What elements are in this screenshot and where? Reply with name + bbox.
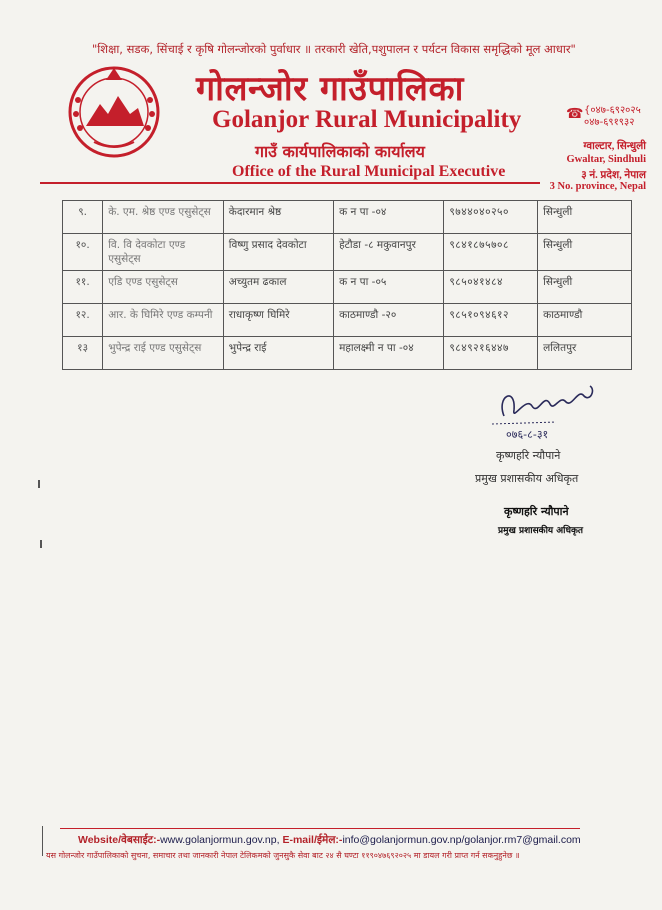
stamp-title: प्रमुख प्रशासकीय अधिकृत xyxy=(498,526,584,536)
serial-number: १३ xyxy=(63,337,103,370)
table-row xyxy=(63,337,632,370)
person-address: क न पा -०५ xyxy=(334,271,444,304)
phone-number-1: {०४७-६९२०२५ xyxy=(584,105,641,116)
phone-number: ९७४४०४०२५० xyxy=(444,201,538,234)
email-link[interactable]: info@golanjormun.gov.np/golanjor.rm7@gmail.com xyxy=(342,834,581,846)
website-label: Website/वेबसाईट:- xyxy=(78,834,161,846)
municipality-logo-icon xyxy=(64,60,164,160)
margin-mark xyxy=(38,480,40,488)
person-name: केदारमान श्रेष्ठ xyxy=(223,201,333,234)
serial-number: १०. xyxy=(63,234,103,271)
footer-divider xyxy=(60,828,580,829)
district: ललितपुर xyxy=(538,337,632,370)
serial-number: ९. xyxy=(63,201,103,234)
margin-mark xyxy=(42,826,43,856)
district: काठमाण्डौ xyxy=(538,304,632,337)
district: सिन्धुली xyxy=(538,271,632,304)
motto: "शिक्षा, सडक, सिंचाई र कृषि गोलन्जोरको पुर्वाधार ॥ तरकारी खेति,पशुपालन र पर्यटन विकास समृद्धिको मूल आधार" xyxy=(92,42,576,56)
footer-contact xyxy=(78,833,581,847)
person-name: विष्णु प्रसाद देवकोटा xyxy=(223,234,333,271)
firm-name: के. एम. श्रेष्ठ एण्ड एसुसेट्स xyxy=(103,201,224,234)
person-address: क न पा -०४ xyxy=(334,201,444,234)
footer-note: यस गोलन्जोर गाउँपालिकाको सुचना, समाचार तथा जानकारी नेपाल टेलिकमको जुनसुकै सेवा बाट २४ सै घण्टा ११९०४७६९२०२५ मा डायल गरी प्राप्त गर्न सकनुहुनेछ ॥ xyxy=(46,851,520,860)
district: सिन्धुली xyxy=(538,234,632,271)
signature-date: ०७६-८-३१ xyxy=(506,428,549,441)
signature-icon xyxy=(486,376,606,446)
signatory-title: प्रमुख प्रशासकीय अधिकृत xyxy=(475,472,579,485)
firm-list-table xyxy=(62,200,632,370)
table-row xyxy=(63,271,632,304)
office-title-nepali: गाउँ कार्यपालिकाको कार्यालय xyxy=(255,142,425,161)
person-address: काठमाण्डौ -२० xyxy=(334,304,444,337)
province-english: 3 No. province, Nepal xyxy=(549,181,646,192)
municipality-title-english: Golanjor Rural Municipality xyxy=(212,106,522,133)
header-divider xyxy=(40,182,540,184)
phone-number: ९८५०४१४८४ xyxy=(444,271,538,304)
office-title-english: Office of the Rural Municipal Executive xyxy=(232,163,506,180)
person-address: हेटौडा -८ मकुवानपुर xyxy=(334,234,444,271)
email-label: E-mail/ईमेल:- xyxy=(282,834,343,846)
person-name: राधाकृष्ण घिमिरे xyxy=(223,304,333,337)
margin-mark xyxy=(40,540,42,548)
address-nepali: ग्वाल्टार, सिन्धुली xyxy=(583,141,646,152)
address-english: Gwaltar, Sindhuli xyxy=(566,154,646,165)
table-row xyxy=(63,234,632,271)
phone-icon: ☎ xyxy=(566,106,584,122)
phone-number-2: ०४७-६९१९३२ xyxy=(584,117,635,128)
serial-number: ११. xyxy=(63,271,103,304)
stamp-name: कृष्णहरि न्यौपाने xyxy=(504,505,569,518)
phone-number: ९८४१८७५७०८ xyxy=(444,234,538,271)
firm-name: वि. वि देवकोटा एण्ड एसुसेट्स xyxy=(103,234,224,271)
person-address: महालक्ष्मी न पा -०४ xyxy=(334,337,444,370)
province-nepali: ३ नं. प्रदेश, नेपाल xyxy=(581,170,646,181)
firm-name: भुपेन्द्र राई एण्ड एसुसेट्स xyxy=(103,337,224,370)
district: सिन्धुली xyxy=(538,201,632,234)
website-link[interactable]: www.golanjormun.gov.np, xyxy=(160,834,280,846)
person-name: भुपेन्द्र राई xyxy=(223,337,333,370)
serial-number: १२. xyxy=(63,304,103,337)
signatory-name: कृष्णहरि न्यौपाने xyxy=(496,449,561,462)
firm-name: आर. के घिमिरे एण्ड कम्पनी xyxy=(103,304,224,337)
table-row xyxy=(63,201,632,234)
table-row xyxy=(63,304,632,337)
phone-number: ९८४९२१६४४७ xyxy=(444,337,538,370)
municipality-title-nepali: गोलन्जोर गाउँपालिका xyxy=(196,69,464,109)
person-name: अच्युतम ढकाल xyxy=(223,271,333,304)
phone-number: ९८५१०९४६१२ xyxy=(444,304,538,337)
firm-name: एडि एण्ड एसुसेट्स xyxy=(103,271,224,304)
